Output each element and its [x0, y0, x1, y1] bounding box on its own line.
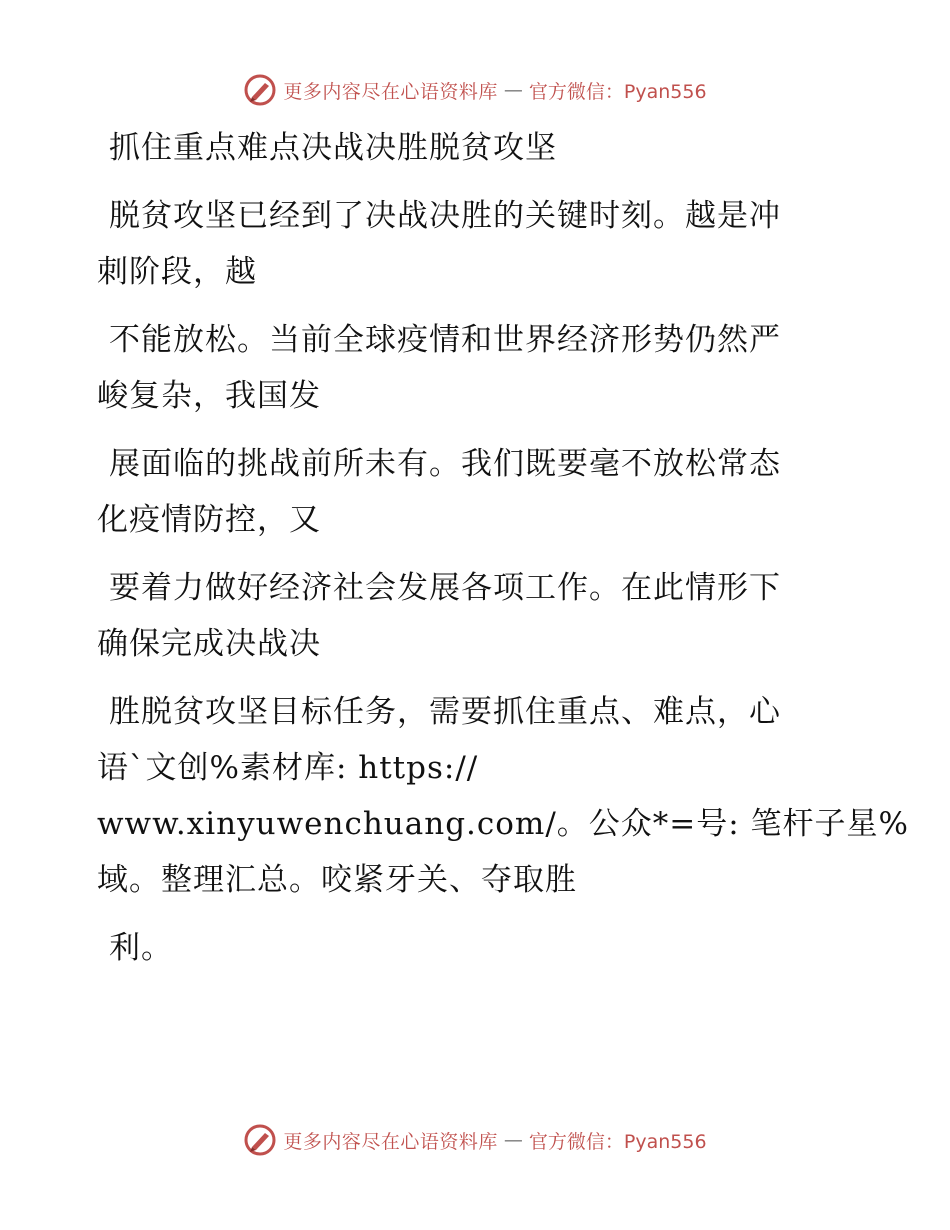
- footer-banner: [0, 1120, 950, 1160]
- paragraph-line: 化疫情防控，又: [97, 502, 321, 538]
- paragraph-line: 域。整理汇总。咬紧牙关、夺取胜: [97, 862, 577, 898]
- document-body: [97, 120, 909, 976]
- banner-wechat: 官方微信：Pyan556: [528, 1130, 707, 1153]
- paragraph-line: 展面临的挑战前所未有。我们既要毫不放松常态: [109, 446, 781, 482]
- paragraph-line: 不能放松。当前全球疫情和世界经济形势仍然严: [109, 322, 781, 358]
- header-banner: [0, 70, 950, 110]
- document-title: 抓住重点难点决战决胜脱贫攻坚: [109, 130, 557, 166]
- paragraph-line: 峻复杂，我国发: [97, 378, 321, 414]
- paragraph-line: 脱贫攻坚已经到了决战决胜的关键时刻。越是冲: [109, 198, 781, 234]
- paragraph-line: 胜脱贫攻坚目标任务，需要抓住重点、难点，心: [109, 694, 781, 730]
- paragraph-line: 刺阶段，越: [97, 254, 257, 290]
- brand-logo-icon: [243, 73, 277, 107]
- paragraph-line: www.xinyuwenchuang.com/。公众*=号: 笔杆子星%: [97, 806, 909, 842]
- paragraph-line: 语`文创%素材库: https://: [97, 750, 479, 786]
- paragraph-line: 要着力做好经济社会发展各项工作。在此情形下: [109, 570, 781, 606]
- banner-text: 更多内容尽在心语资料库: [283, 1130, 498, 1153]
- banner-wechat: 官方微信：Pyan556: [528, 80, 707, 103]
- brand-logo-icon: [243, 1123, 277, 1157]
- paragraph-line: 确保完成决战决: [97, 626, 321, 662]
- paragraph-line: 利。: [109, 930, 173, 966]
- banner-separator: —: [503, 79, 523, 101]
- banner-separator: —: [503, 1129, 523, 1151]
- banner-text: 更多内容尽在心语资料库: [283, 80, 498, 103]
